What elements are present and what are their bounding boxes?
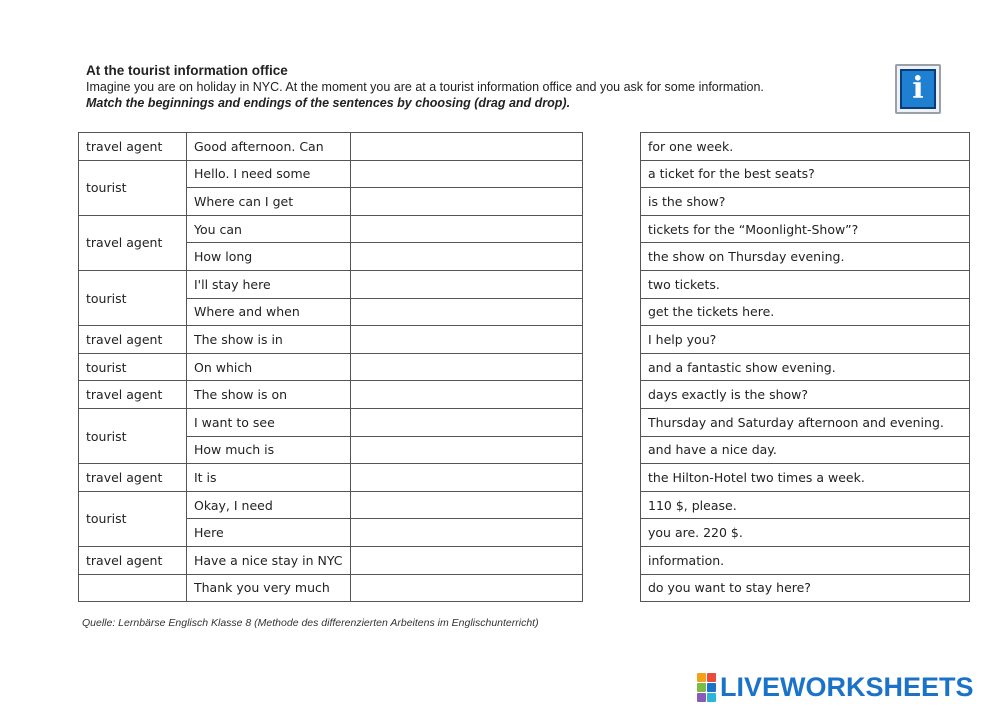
table-row: [641, 215, 970, 243]
ending-option[interactable]: a ticket for the best seats?: [641, 160, 970, 188]
table-row: [641, 160, 970, 188]
answer-drop-zone[interactable]: [350, 491, 582, 519]
answer-drop-zone[interactable]: [350, 519, 582, 547]
answer-drop-zone[interactable]: [350, 243, 582, 271]
answer-drop-zone[interactable]: [350, 546, 582, 574]
answer-drop-zone[interactable]: [350, 574, 582, 602]
beginning-cell: Here: [187, 519, 351, 547]
header: [86, 62, 866, 111]
ending-option[interactable]: you are. 220 $.: [641, 519, 970, 547]
table-row: [641, 270, 970, 298]
ending-option[interactable]: the Hilton-Hotel two times a week.: [641, 464, 970, 492]
table-row: [79, 270, 583, 298]
table-row: [641, 519, 970, 547]
table-row: [79, 133, 583, 161]
ending-option[interactable]: get the tickets here.: [641, 298, 970, 326]
table-row: [641, 464, 970, 492]
beginning-cell: Have a nice stay in NYC: [187, 546, 351, 574]
table-row: [79, 326, 583, 354]
beginning-cell: The show is on: [187, 381, 351, 409]
speaker-cell: tourist: [79, 270, 187, 325]
ending-option[interactable]: days exactly is the show?: [641, 381, 970, 409]
speaker-cell: travel agent: [79, 215, 187, 270]
speaker-cell: travel agent: [79, 381, 187, 409]
answer-drop-zone[interactable]: [350, 188, 582, 216]
table-row: [79, 464, 583, 492]
table-row: [641, 546, 970, 574]
speaker-cell: [79, 574, 187, 602]
speaker-cell: tourist: [79, 160, 187, 215]
table-row: [641, 298, 970, 326]
beginning-cell: Thank you very much: [187, 574, 351, 602]
logo-text: LIVEWORKSHEETS: [720, 672, 974, 702]
table-row: [79, 215, 583, 243]
table-row: [641, 326, 970, 354]
speaker-cell: travel agent: [79, 326, 187, 354]
ending-option[interactable]: I help you?: [641, 326, 970, 354]
info-icon: i: [895, 64, 941, 114]
table-row: [79, 408, 583, 436]
beginning-cell: It is: [187, 464, 351, 492]
beginning-cell: On which: [187, 353, 351, 381]
beginning-cell: I'll stay here: [187, 270, 351, 298]
answer-drop-zone[interactable]: [350, 381, 582, 409]
beginning-cell: You can: [187, 215, 351, 243]
speaker-cell: tourist: [79, 353, 187, 381]
intro-text: Imagine you are on holiday in NYC. At the moment you are at a tourist information office and you ask for some information.: [86, 80, 764, 94]
table-row: [79, 546, 583, 574]
table-row: [79, 574, 583, 602]
answer-drop-zone[interactable]: [350, 353, 582, 381]
table-row: [641, 381, 970, 409]
table-row: [641, 243, 970, 271]
instruction-text: Match the beginnings and endings of the sentences by choosing (drag and drop).: [86, 96, 571, 110]
answer-drop-zone[interactable]: [350, 215, 582, 243]
ending-option[interactable]: and have a nice day.: [641, 436, 970, 464]
table-row: [641, 491, 970, 519]
ending-option[interactable]: 110 $, please.: [641, 491, 970, 519]
ending-option[interactable]: the show on Thursday evening.: [641, 243, 970, 271]
beginning-cell: Good afternoon. Can: [187, 133, 351, 161]
ending-option[interactable]: information.: [641, 546, 970, 574]
table-row: [641, 133, 970, 161]
table-row: [79, 353, 583, 381]
answer-drop-zone[interactable]: [350, 464, 582, 492]
logo-cubes-icon: [697, 673, 716, 702]
table-row: [79, 160, 583, 188]
table-row: [641, 574, 970, 602]
liveworksheets-logo: [697, 672, 974, 703]
speaker-cell: travel agent: [79, 546, 187, 574]
answer-drop-zone[interactable]: [350, 408, 582, 436]
answer-drop-zone[interactable]: [350, 160, 582, 188]
answer-drop-zone[interactable]: [350, 133, 582, 161]
ending-option[interactable]: is the show?: [641, 188, 970, 216]
ending-option[interactable]: for one week.: [641, 133, 970, 161]
beginning-cell: How long: [187, 243, 351, 271]
beginning-cell: Where and when: [187, 298, 351, 326]
answer-drop-zone[interactable]: [350, 436, 582, 464]
table-row: [641, 408, 970, 436]
beginning-cell: I want to see: [187, 408, 351, 436]
beginning-cell: How much is: [187, 436, 351, 464]
answer-drop-zone[interactable]: [350, 326, 582, 354]
answer-drop-zone[interactable]: [350, 298, 582, 326]
endings-table: [640, 132, 970, 602]
dialogue-table: [78, 132, 583, 602]
beginning-cell: Okay, I need: [187, 491, 351, 519]
source-citation: Quelle: Lernbärse Englisch Klasse 8 (Methode des differenzierten Arbeitens im Englischunterricht): [82, 617, 539, 629]
speaker-cell: travel agent: [79, 133, 187, 161]
ending-option[interactable]: tickets for the “Moonlight-Show”?: [641, 215, 970, 243]
page-title: At the tourist information office: [86, 63, 288, 78]
beginning-cell: The show is in: [187, 326, 351, 354]
speaker-cell: tourist: [79, 491, 187, 546]
answer-drop-zone[interactable]: [350, 270, 582, 298]
ending-option[interactable]: do you want to stay here?: [641, 574, 970, 602]
table-row: [641, 188, 970, 216]
speaker-cell: travel agent: [79, 464, 187, 492]
table-row: [79, 381, 583, 409]
ending-option[interactable]: Thursday and Saturday afternoon and evening.: [641, 408, 970, 436]
beginning-cell: Where can I get: [187, 188, 351, 216]
ending-option[interactable]: two tickets.: [641, 270, 970, 298]
ending-option[interactable]: and a fantastic show evening.: [641, 353, 970, 381]
beginning-cell: Hello. I need some: [187, 160, 351, 188]
table-row: [79, 491, 583, 519]
speaker-cell: tourist: [79, 408, 187, 463]
table-row: [641, 436, 970, 464]
table-row: [641, 353, 970, 381]
